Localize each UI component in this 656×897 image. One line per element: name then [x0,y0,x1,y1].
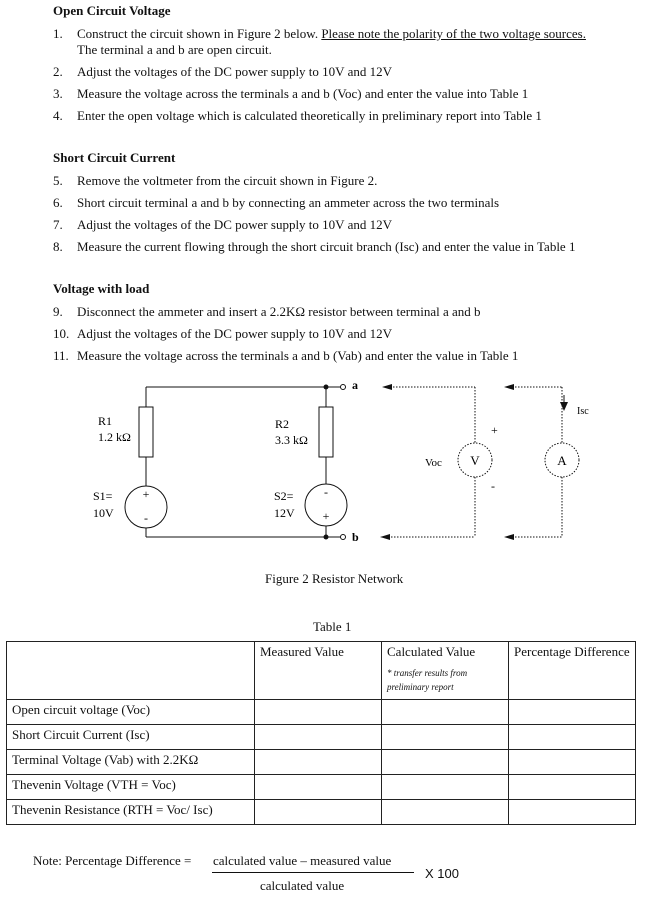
step-8 [53,238,653,255]
step-number: 4. [53,108,63,123]
note-numerator: calculated value – measured value [213,853,392,868]
s1-minus: - [144,511,148,525]
cell-percentage[interactable] [509,775,636,800]
cell-percentage[interactable] [509,750,636,775]
voltmeter-plus: + [491,423,498,437]
step-number: 5. [53,173,63,188]
cell-calculated[interactable] [382,700,509,725]
cell-percentage[interactable] [509,725,636,750]
step-number: 7. [53,217,63,232]
polarity-note: Please note the polarity of the two voltage sources. [321,26,586,41]
r1-value: 1.2 kΩ [98,430,131,444]
table-row [7,800,636,825]
step-number: 3. [53,86,63,101]
table-row [7,750,636,775]
cell-measured[interactable] [255,700,382,725]
table-header-row [7,642,636,700]
cell-measured[interactable] [255,725,382,750]
step-text: Adjust the voltages of the DC power supply to 10V and 12V [77,326,392,341]
step-text: Enter the open voltage which is calculated theoretically in preliminary report into Table 1 [77,108,542,123]
table-row [7,775,636,800]
step-4 [53,107,653,124]
cell-calculated[interactable] [382,800,509,825]
step-text: Adjust the voltages of the DC power supply to 10V and 12V [77,217,392,232]
s2-name: S2= [274,489,294,503]
cell-measured[interactable] [255,800,382,825]
step-1-continuation: The terminal a and b are open circuit. [77,42,272,57]
row-label-rth: Thevenin Resistance (RTH = Voc/ Isc) [7,800,255,825]
resistor-r1 [139,407,153,457]
figure-caption: Figure 2 Resistor Network [265,571,404,586]
step-10 [53,325,653,342]
s1-plus: + [142,487,150,501]
fraction-bar [212,872,414,873]
r2-value: 3.3 kΩ [275,433,308,447]
header-measured [255,642,382,700]
s2-plus: + [322,509,330,523]
section-title-short-circuit: Short Circuit Current [53,150,176,165]
note-multiplier: X 100 [425,866,459,881]
s1-name: S1= [93,489,113,503]
row-label-vab: Terminal Voltage (Vab) with 2.2KΩ [7,750,255,775]
voltmeter-minus: - [491,479,495,493]
cell-percentage[interactable] [509,800,636,825]
table-row [7,725,636,750]
cell-measured[interactable] [255,750,382,775]
step-number: 2. [53,64,63,79]
step-11 [53,347,653,364]
cell-calculated[interactable] [382,775,509,800]
step-7 [53,216,653,233]
step-9 [53,303,653,320]
step-number: 1. [53,26,63,41]
header-empty [7,642,255,700]
step-text: Adjust the voltages of the DC power supply to 10V and 12V [77,64,392,79]
step-number: 6. [53,195,63,210]
note-prefix: Note: Percentage Difference = [33,853,192,868]
step-2 [53,63,653,80]
step-5 [53,172,653,189]
row-label-vth: Thevenin Voltage (VTH = Voc) [7,775,255,800]
circuit-diagram [0,370,656,570]
step-text: Measure the voltage across the terminals a and b (Vab) and enter the value in Table 1 [77,348,519,363]
header-percentage-label: Percentage Difference [514,644,630,659]
step-text: Short circuit terminal a and b by connecting an ammeter across the two terminals [77,195,500,210]
results-table [6,641,636,825]
terminal-a-node [341,385,346,390]
voc-label: Voc [425,457,442,469]
row-label-voc: Open circuit voltage (Voc) [7,700,255,725]
terminal-b-node [341,535,346,540]
terminal-a-label: a [352,378,358,392]
table-row [7,700,636,725]
step-text: Remove the voltmeter from the circuit shown in Figure 2. [77,173,378,188]
cell-measured[interactable] [255,775,382,800]
section-title-open-circuit: Open Circuit Voltage [53,3,171,18]
step-1 [53,25,653,42]
isc-label: Isc [577,406,589,417]
step-6 [53,194,653,211]
step-number: 9. [53,304,63,319]
row-label-isc: Short Circuit Current (Isc) [7,725,255,750]
calc-note: * transfer results from preliminary report [387,668,468,692]
s1-value: 10V [93,506,114,520]
step-number: 10. [53,326,70,341]
table-title: Table 1 [313,619,352,634]
s2-value: 12V [274,506,295,520]
cell-calculated[interactable] [382,725,509,750]
ammeter-label: A [557,453,567,468]
step-number: 8. [53,239,63,254]
step-text: Disconnect the ammeter and insert a 2.2KΩ resistor between terminal a and b [77,304,481,319]
step-number: 11. [53,348,69,363]
step-text: Measure the voltage across the terminals a and b (Voc) and enter the value into Table 1 [77,86,529,101]
terminal-b-label: b [352,530,359,544]
s2-minus: - [324,485,328,499]
resistor-r2 [319,407,333,457]
header-calculated [382,642,509,700]
header-calculated-label: Calculated Value [387,644,476,659]
step-text: Construct the circuit shown in Figure 2 below. [77,26,322,41]
r1-name: R1 [98,414,113,428]
section-title-with-load: Voltage with load [53,281,150,296]
r2-name: R2 [275,417,290,431]
step-text: Measure the current flowing through the short circuit branch (Isc) and enter the value in Table 1 [77,239,576,254]
header-measured-label: Measured Value [260,644,344,659]
cell-calculated[interactable] [382,750,509,775]
note-denominator: calculated value [260,878,345,893]
step-3 [53,85,653,102]
cell-percentage[interactable] [509,700,636,725]
header-percentage [509,642,636,700]
voltmeter-label: V [470,453,480,468]
